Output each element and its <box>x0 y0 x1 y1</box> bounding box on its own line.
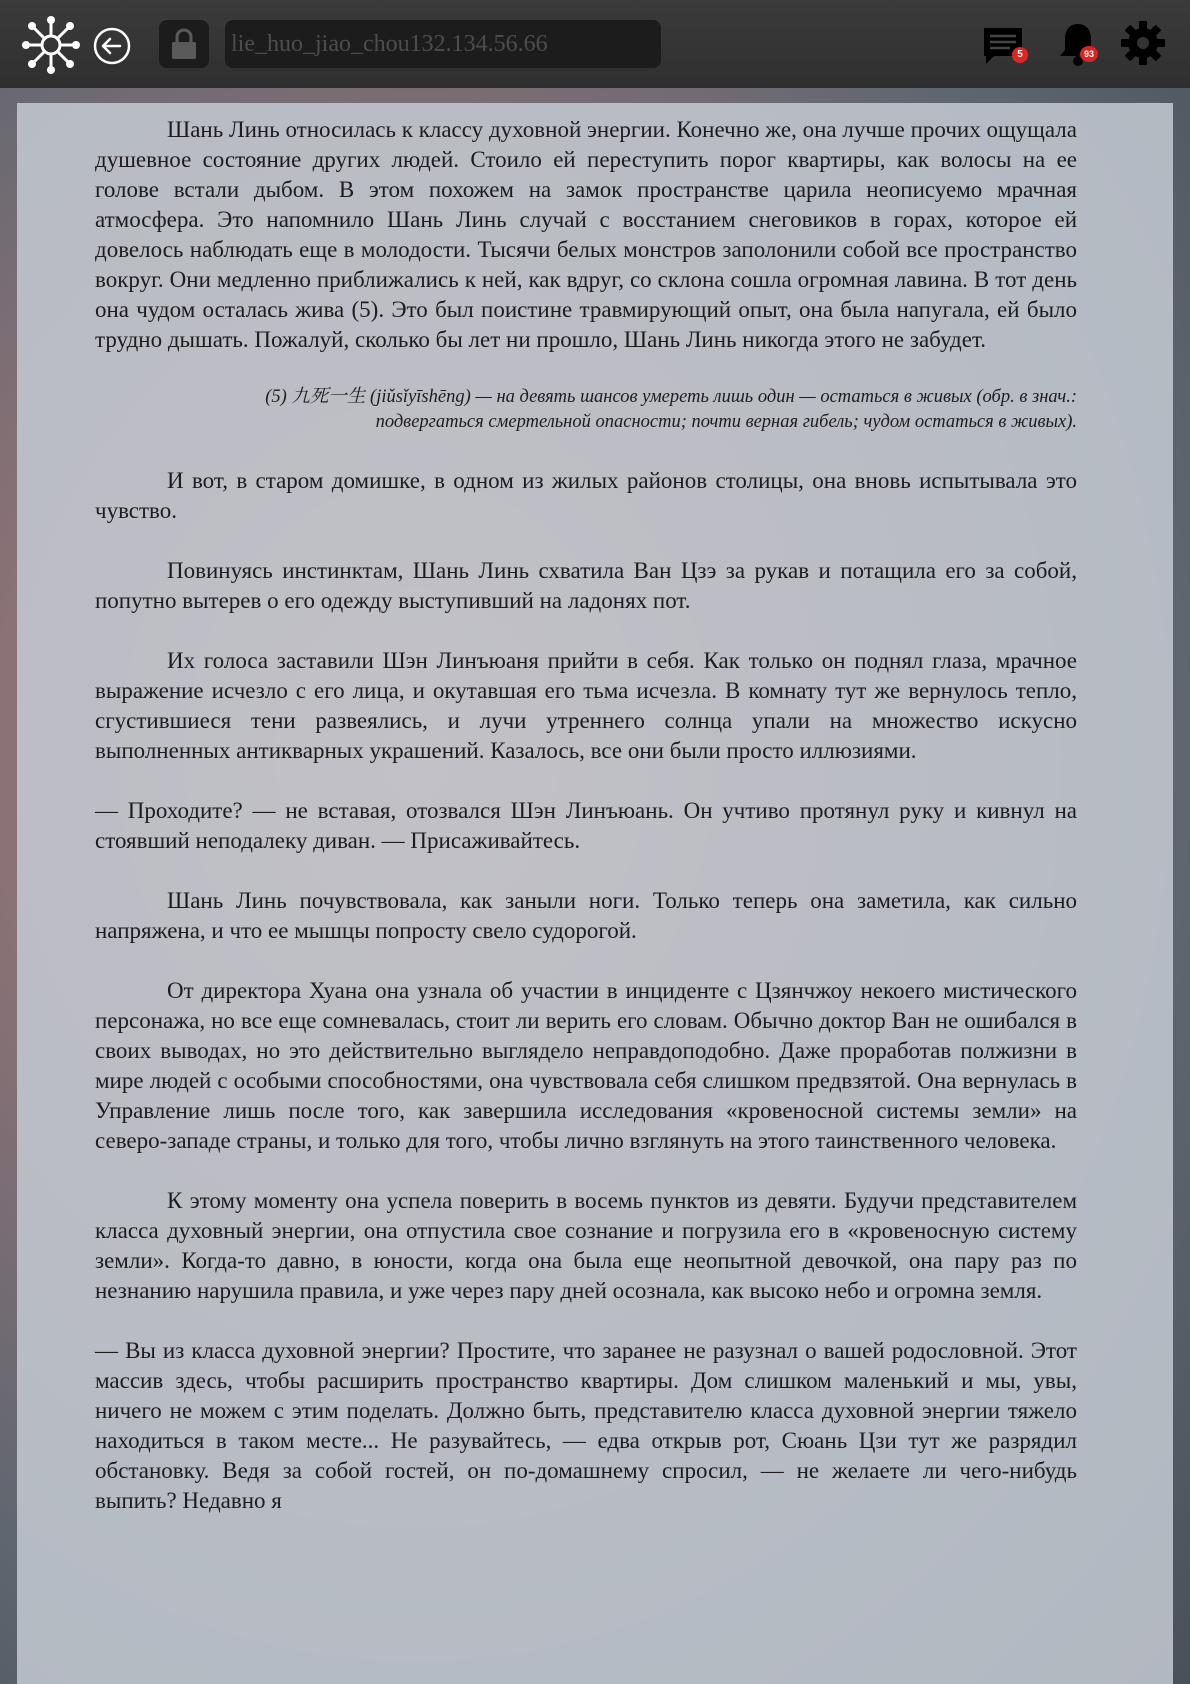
paragraph: От директора Хуана она узнала об участии в инциденте с Цзянчжоу некоего мистического персонажа, но все еще сомневалась, стоит ли верить его словам. Обычно доктор Ван не ошибался в своих выводах, но это действительно выглядело неправдоподобно. Даже проработав полжизни в мире людей с особыми способностями, она чувствовала себя слишком предвзятой. Она вернулась в Управление лишь после того, как завершила исследования «кровеносной системы земли» на северо-западе страны, и только для того, чтобы лично взглянуть на этого таинственного человека. <box>95 978 1077 1153</box>
lock-icon <box>169 27 199 61</box>
dialogue-paragraph: — Проходите? — не вставая, отозвался Шэн Линъюань. Он учтиво протянул руку и кивнул на стоявший неподалеку диван. — Присаживайтесь. <box>95 798 1077 853</box>
dialogue-paragraph: — Вы из класса духовной энергии? Простите, что заранее не разузнал о вашей родословной. Этот массив здесь, чтобы расширить пространство квартиры. Дом слишком маленький и мы, увы, ничего не можем с этим поделать. Должно быть, представителю класса духовной энергии тяжело находиться в таком месте... Не разувайтесь, — едва открыв рот, Сюань Цзи тут же разрядил обстановку. Ведя за собой гостей, он по-домашнему спросил, — не желаете ли чего-нибудь выпить? Недавно я <box>95 1338 1077 1513</box>
network-logo-icon[interactable] <box>22 16 80 74</box>
paragraph: Повинуясь инстинктам, Шань Линь схватила Ван Цзэ за рукав и потащила его за собой, попутно вытерев о его одежду выступивший на ладонях пот. <box>95 558 1077 613</box>
top-toolbar <box>0 0 1190 88</box>
paragraph: И вот, в старом домишке, в одном из жилых районов столицы, она вновь испытывала это чувство. <box>95 468 1077 523</box>
messages-badge: 5 <box>1012 47 1028 63</box>
reader-page[interactable] <box>17 103 1173 1684</box>
chapter-text <box>95 115 1077 1546</box>
lock-button[interactable] <box>159 20 209 68</box>
address-bar-input[interactable]: lie_huo_jiao_chou132.134.56.66 <box>225 20 661 68</box>
paragraph: Шань Линь почувствовала, как заныли ноги. Только теперь она заметила, как сильно напряжена, и что ее мышцы попросту свело судорогой. <box>95 888 1077 943</box>
paragraph: Их голоса заставили Шэн Линъюаня прийти в себя. Как только он поднял глаза, мрачное выражение исчезло с его лица, и окутавшая его тьма исчезла. В комнату тут же вернулось тепло, сгустившиеся тени развеялись, и лучи утреннего солнца упали на множество искусно выполненных антикварных украшений. Казалось, все они были просто иллюзиями. <box>95 648 1077 763</box>
back-arrow-icon[interactable] <box>92 26 132 66</box>
gear-icon[interactable] <box>1120 20 1166 66</box>
paragraph: К этому моменту она успела поверить в восемь пунктов из девяти. Будучи представителем класса духовный энергии, она отпустила свое сознание и погрузила его в «кровеносную систему земли». Когда-то давно, в юности, когда она была еще неопытной девочкой, она пару раз по незнанию нарушила правила, и уже через пару дней осознала, как высоко небо и огромна земля. <box>95 1188 1077 1303</box>
footnote: (5) 九死一生 (jiǔsǐyīshēng) — на девять шансов умереть лишь один — остаться в живых (обр. в знач.: подвергаться смертельной опасности; почти верная гибель; чудом остаться в живых). <box>265 387 1077 432</box>
notifications-badge: 93 <box>1080 46 1098 62</box>
paragraph: Шань Линь относилась к классу духовной энергии. Конечно же, она лучше прочих ощущала душевное состояние других людей. Стоило ей переступить порог квартиры, как волосы на ее голове встали дыбом. В этом похожем на замок пространстве царила неописуемо мрачная атмосфера. Это напомнило Шань Линь случай с восстанием снеговиков в горах, которое ей довелось наблюдать еще в молодости. Тысячи белых монстров заполонили собой все пространство вокруг. Они медленно приближались к ней, как вдруг, со склона сошла огромная лавина. В тот день она чудом осталась жива (5). Это был поистине травмирующий опыт, она была напугала, ей было трудно дышать. Пожалуй, сколько бы лет ни прошло, Шань Линь никогда этого не забудет. <box>95 117 1077 352</box>
